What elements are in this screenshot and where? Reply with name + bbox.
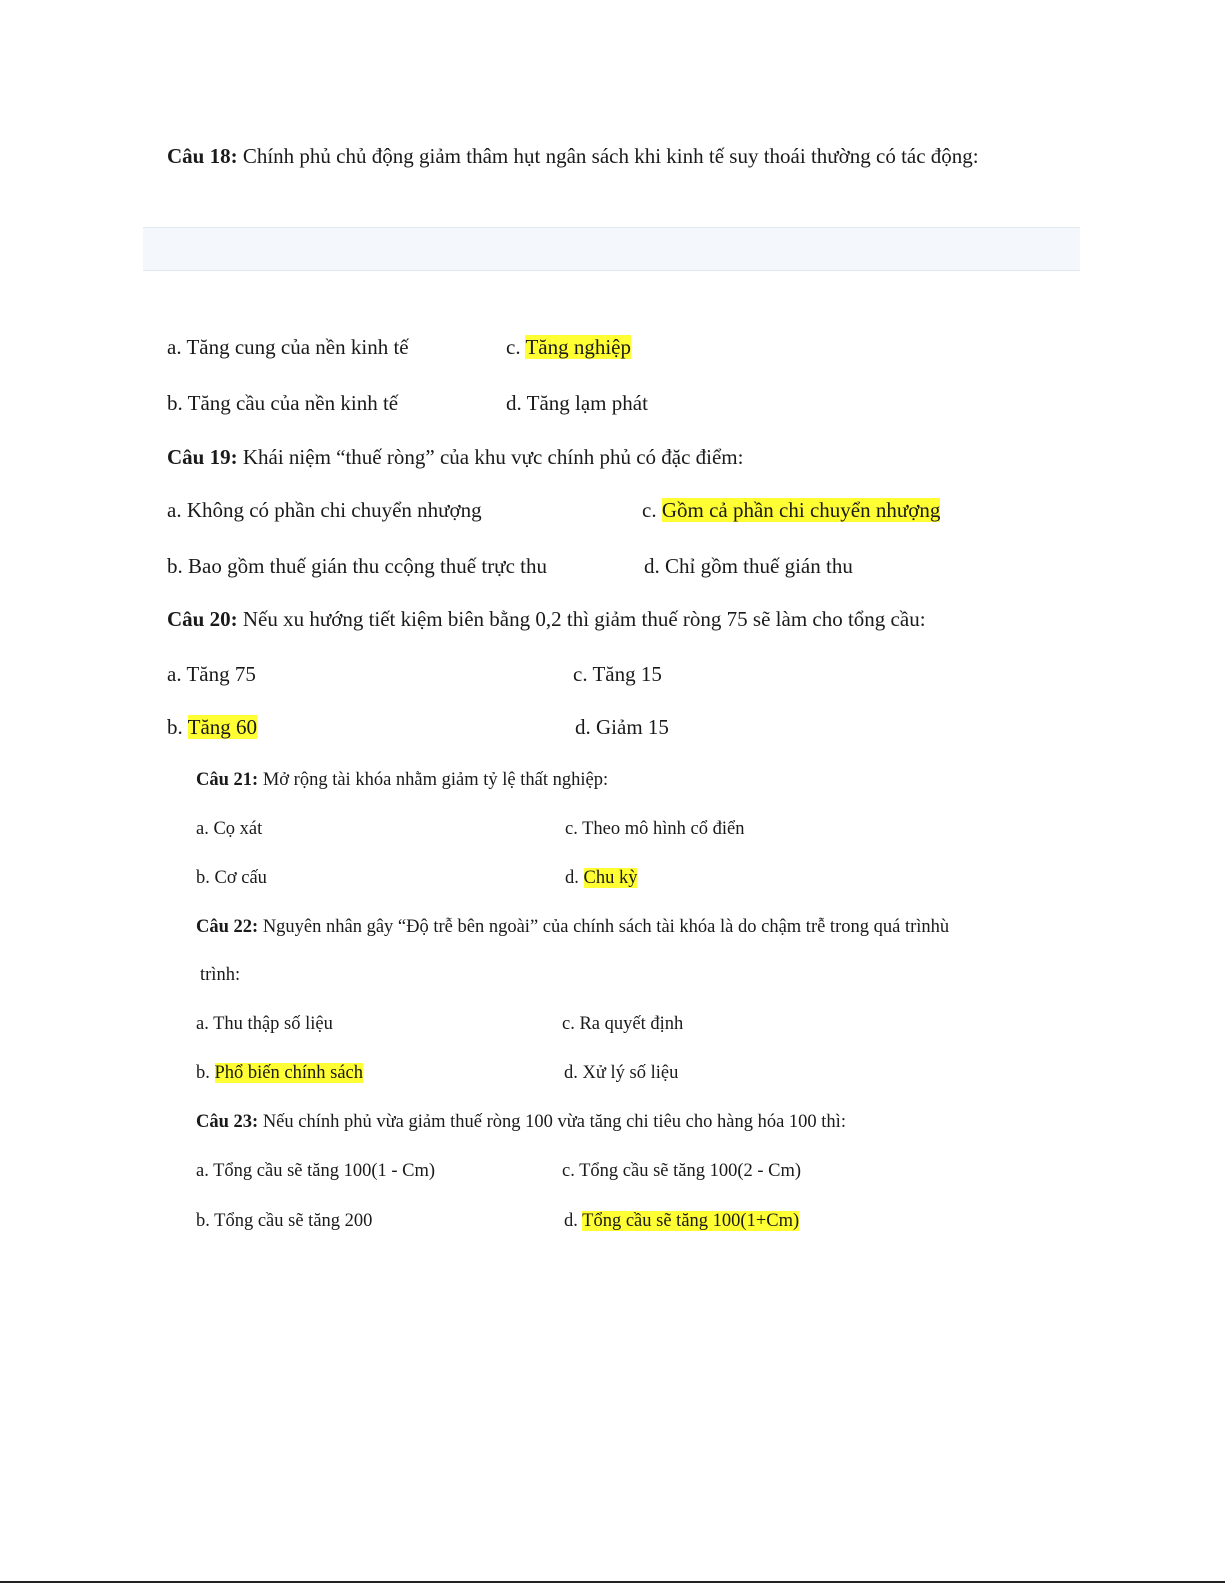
highlighted-answer: Phổ biến chính sách <box>214 1063 363 1083</box>
option-prefix: d. <box>565 868 584 888</box>
q22-option-c: c. Ra quyết định <box>562 1014 684 1034</box>
question-text: Nếu xu hướng tiết kiệm biên bằng 0,2 thì giảm thuế ròng 75 sẽ làm cho tổng cầu: <box>237 607 926 631</box>
q22-option-d: d. Xử lý số liệu <box>564 1063 679 1083</box>
q23-option-d <box>564 1212 799 1231</box>
option-prefix: b. <box>167 715 188 739</box>
q18-option-a: a. Tăng cung của nền kinh tế <box>167 335 409 359</box>
question-label: Câu 22: <box>196 917 259 937</box>
q21-option-a: a. Cọ xát <box>196 819 263 839</box>
question-21 <box>196 771 608 790</box>
highlighted-answer: Tăng nghiệp <box>525 335 632 359</box>
question-label: Câu 23: <box>196 1112 259 1132</box>
blank-band <box>143 227 1080 271</box>
q19-option-d: d. Chỉ gồm thuế gián thu <box>644 554 853 578</box>
question-22 <box>196 918 949 937</box>
highlighted-answer: Tăng 60 <box>187 715 258 739</box>
highlighted-answer: Gồm cả phần chi chuyển nhượng <box>661 498 941 522</box>
question-text: Khái niệm “thuế ròng” của khu vực chính phủ có đặc điểm: <box>237 445 744 469</box>
q18-option-b: b. Tăng cầu của nền kinh tế <box>167 391 399 415</box>
q22-option-b <box>196 1064 363 1083</box>
question-text: Nguyên nhân gây “Độ trễ bên ngoài” của chính sách tài khóa là do chậm trễ trong quá trìnhù <box>258 917 950 937</box>
question-18 <box>167 146 979 167</box>
q21-option-b: b. Cơ cấu <box>196 868 267 888</box>
option-prefix: c. <box>506 335 526 359</box>
option-prefix: b. <box>196 1063 215 1083</box>
q18-option-c <box>506 337 631 358</box>
page-bottom-rule <box>0 1581 1225 1583</box>
q23-option-a: a. Tổng cầu sẽ tăng 100(1 - Cm) <box>196 1161 436 1181</box>
option-prefix: c. <box>642 498 662 522</box>
q20-option-c: c. Tăng 15 <box>573 662 662 686</box>
q20-option-d: d. Giảm 15 <box>575 715 669 739</box>
question-text: Chính phủ chủ động giảm thâm hụt ngân sách khi kinh tế suy thoái thường có tác động: <box>237 144 979 168</box>
highlighted-answer: Chu kỳ <box>583 868 638 888</box>
q20-option-a: a. Tăng 75 <box>167 662 256 686</box>
question-label: Câu 19: <box>167 445 238 469</box>
question-20 <box>167 609 926 630</box>
q19-option-b: b. Bao gồm thuế gián thu ccộng thuế trực thu <box>167 554 547 578</box>
option-prefix: d. <box>564 1211 583 1231</box>
question-label: Câu 20: <box>167 607 238 631</box>
q20-option-b <box>167 717 257 738</box>
question-19 <box>167 447 743 468</box>
highlighted-answer: Tổng cầu sẽ tăng 100(1+Cm) <box>582 1211 800 1231</box>
question-23 <box>196 1113 846 1132</box>
q21-option-c: c. Theo mô hình cổ điển <box>565 819 745 839</box>
q19-option-a: a. Không có phần chi chuyển nhượng <box>167 498 482 522</box>
question-22-continuation: trình: <box>200 965 241 985</box>
question-text: Nếu chính phủ vừa giảm thuế ròng 100 vừa tăng chi tiêu cho hàng hóa 100 thì: <box>258 1112 846 1132</box>
q23-option-c: c. Tổng cầu sẽ tăng 100(2 - Cm) <box>562 1161 802 1181</box>
question-text: Mở rộng tài khóa nhằm giảm tỷ lệ thất nghiệp: <box>258 770 609 790</box>
q23-option-b: b. Tổng cầu sẽ tăng 200 <box>196 1211 373 1231</box>
question-label: Câu 21: <box>196 770 259 790</box>
q19-option-c <box>642 500 940 521</box>
q22-option-a: a. Thu thập số liệu <box>196 1014 333 1034</box>
question-label: Câu 18: <box>167 144 238 168</box>
q21-option-d <box>565 869 637 888</box>
q18-option-d: d. Tăng lạm phát <box>506 391 648 415</box>
